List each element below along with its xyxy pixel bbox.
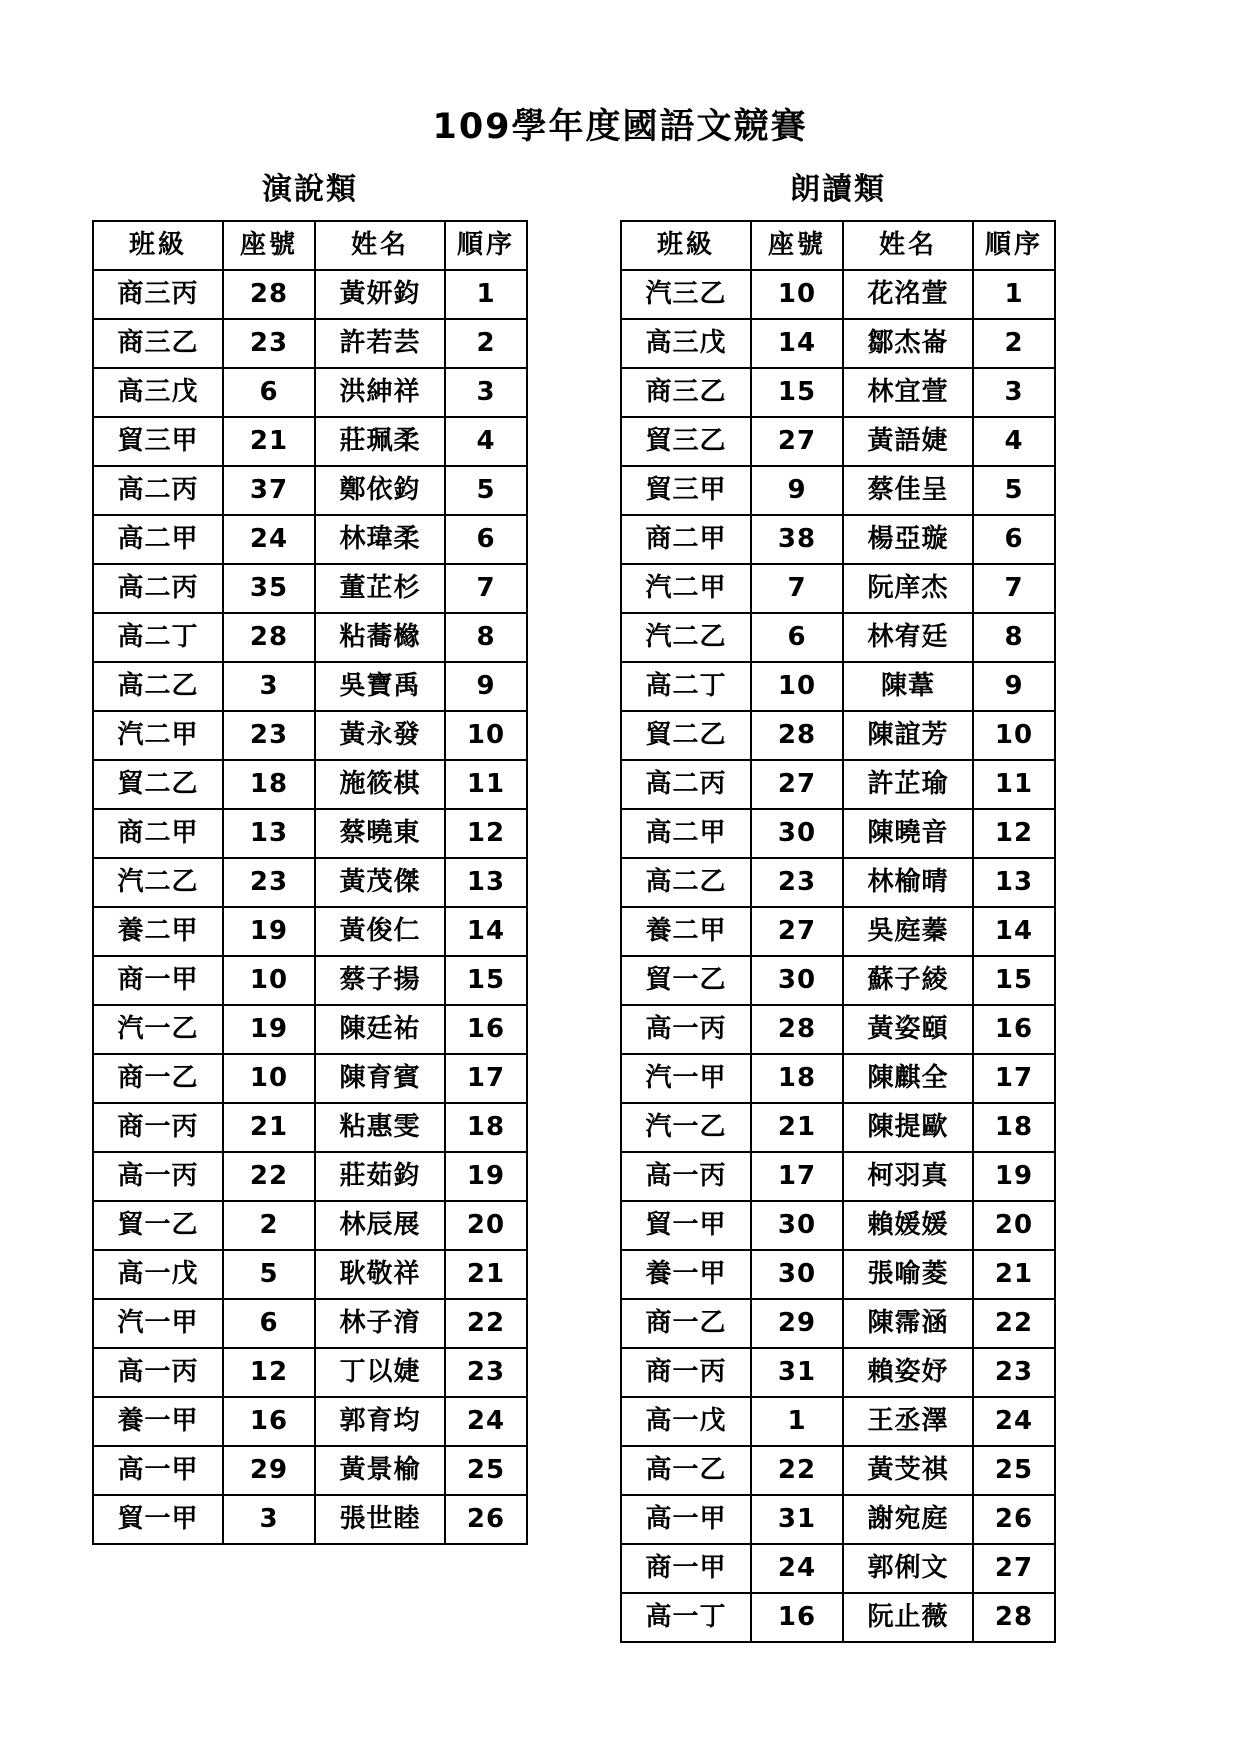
cell-name: 丁以婕	[315, 1348, 445, 1397]
cell-order: 20	[445, 1201, 527, 1250]
cell-name: 張喻菱	[843, 1250, 973, 1299]
cell-order: 17	[973, 1054, 1055, 1103]
cell-seat: 9	[751, 466, 843, 515]
table-row	[93, 1446, 527, 1495]
cell-name: 施筱棋	[315, 760, 445, 809]
cell-name: 柯羽真	[843, 1152, 973, 1201]
cell-class: 商二甲	[621, 515, 751, 564]
cell-order: 10	[445, 711, 527, 760]
cell-order: 15	[973, 956, 1055, 1005]
cell-name: 蔡子揚	[315, 956, 445, 1005]
table-row	[621, 1054, 1055, 1103]
cell-name: 洪紳祥	[315, 368, 445, 417]
table-row	[621, 466, 1055, 515]
cell-class: 高一丙	[621, 1005, 751, 1054]
table-row	[621, 858, 1055, 907]
cell-order: 12	[445, 809, 527, 858]
cell-seat: 28	[223, 613, 315, 662]
cell-seat: 22	[223, 1152, 315, 1201]
table-row	[93, 1152, 527, 1201]
table-row	[621, 1544, 1055, 1593]
table-row	[621, 368, 1055, 417]
cell-order: 6	[445, 515, 527, 564]
cell-seat: 31	[751, 1495, 843, 1544]
cell-seat: 30	[751, 1250, 843, 1299]
cell-name: 花洺萱	[843, 270, 973, 319]
cell-order: 5	[445, 466, 527, 515]
cell-order: 4	[445, 417, 527, 466]
cell-class: 高二丙	[93, 466, 223, 515]
cell-seat: 35	[223, 564, 315, 613]
cell-order: 21	[973, 1250, 1055, 1299]
cell-class: 養一甲	[93, 1397, 223, 1446]
table-row	[93, 907, 527, 956]
column-header-class: 班級	[93, 221, 223, 270]
cell-order: 13	[445, 858, 527, 907]
cell-name: 蔡佳呈	[843, 466, 973, 515]
cell-name: 陳誼芳	[843, 711, 973, 760]
cell-name: 林子淯	[315, 1299, 445, 1348]
table-row	[93, 1005, 527, 1054]
cell-order: 11	[973, 760, 1055, 809]
cell-name: 陳葦	[843, 662, 973, 711]
column-header-name: 姓名	[843, 221, 973, 270]
cell-name: 鄭依鈞	[315, 466, 445, 515]
cell-class: 高二乙	[93, 662, 223, 711]
cell-class: 商三乙	[621, 368, 751, 417]
cell-name: 吳庭蓁	[843, 907, 973, 956]
table-row	[621, 564, 1055, 613]
table-row	[621, 1593, 1055, 1642]
cell-name: 鄒杰崙	[843, 319, 973, 368]
cell-order: 9	[973, 662, 1055, 711]
cell-name: 許若芸	[315, 319, 445, 368]
cell-order: 14	[973, 907, 1055, 956]
table-row	[621, 613, 1055, 662]
cell-class: 貿二乙	[621, 711, 751, 760]
cell-class: 汽二甲	[93, 711, 223, 760]
speech-table-block	[92, 173, 528, 1545]
cell-order: 23	[973, 1348, 1055, 1397]
cell-order: 4	[973, 417, 1055, 466]
table-row	[621, 809, 1055, 858]
table-row	[93, 1495, 527, 1544]
cell-class: 商一乙	[621, 1299, 751, 1348]
table-row	[93, 662, 527, 711]
cell-name: 莊珮柔	[315, 417, 445, 466]
column-header-order: 順序	[973, 221, 1055, 270]
cell-name: 林榆晴	[843, 858, 973, 907]
cell-class: 養二甲	[621, 907, 751, 956]
table-row	[621, 515, 1055, 564]
cell-name: 楊亞璇	[843, 515, 973, 564]
cell-name: 陳曉音	[843, 809, 973, 858]
table-row	[93, 858, 527, 907]
table-row	[621, 270, 1055, 319]
cell-seat: 21	[751, 1103, 843, 1152]
cell-name: 莊茹鈞	[315, 1152, 445, 1201]
table-row	[621, 1348, 1055, 1397]
cell-seat: 10	[223, 956, 315, 1005]
cell-class: 商一甲	[93, 956, 223, 1005]
table-row	[621, 760, 1055, 809]
cell-name: 賴媛媛	[843, 1201, 973, 1250]
table-row	[621, 1446, 1055, 1495]
table-row	[621, 1152, 1055, 1201]
cell-seat: 29	[223, 1446, 315, 1495]
cell-seat: 23	[223, 858, 315, 907]
cell-seat: 7	[751, 564, 843, 613]
cell-class: 商三丙	[93, 270, 223, 319]
cell-order: 3	[445, 368, 527, 417]
cell-class: 高一戊	[93, 1250, 223, 1299]
cell-seat: 30	[751, 1201, 843, 1250]
cell-name: 黃芠祺	[843, 1446, 973, 1495]
cell-class: 汽二乙	[621, 613, 751, 662]
cell-class: 商一丙	[93, 1103, 223, 1152]
cell-class: 汽一乙	[93, 1005, 223, 1054]
table-row	[93, 270, 527, 319]
cell-order: 26	[973, 1495, 1055, 1544]
cell-class: 高三戊	[93, 368, 223, 417]
cell-class: 高三戊	[621, 319, 751, 368]
table-row	[621, 1250, 1055, 1299]
table-row	[621, 1495, 1055, 1544]
cell-order: 19	[973, 1152, 1055, 1201]
cell-class: 高二甲	[621, 809, 751, 858]
table-row	[93, 417, 527, 466]
cell-name: 陳霈涵	[843, 1299, 973, 1348]
cell-order: 24	[445, 1397, 527, 1446]
cell-order: 21	[445, 1250, 527, 1299]
cell-seat: 13	[223, 809, 315, 858]
cell-name: 吳寶禹	[315, 662, 445, 711]
cell-seat: 3	[223, 662, 315, 711]
cell-seat: 5	[223, 1250, 315, 1299]
cell-seat: 23	[223, 319, 315, 368]
column-header-seat: 座號	[751, 221, 843, 270]
cell-class: 高二丙	[621, 760, 751, 809]
cell-order: 8	[973, 613, 1055, 662]
cell-name: 蔡曉東	[315, 809, 445, 858]
table-row	[93, 368, 527, 417]
cell-class: 貿一甲	[93, 1495, 223, 1544]
cell-class: 汽一甲	[621, 1054, 751, 1103]
cell-seat: 6	[223, 1299, 315, 1348]
speech-roster-table	[92, 220, 528, 1545]
table-row	[93, 1397, 527, 1446]
cell-seat: 24	[751, 1544, 843, 1593]
cell-class: 養一甲	[621, 1250, 751, 1299]
cell-class: 商一乙	[93, 1054, 223, 1103]
cell-seat: 23	[751, 858, 843, 907]
cell-seat: 17	[751, 1152, 843, 1201]
cell-order: 11	[445, 760, 527, 809]
cell-name: 林辰展	[315, 1201, 445, 1250]
cell-order: 24	[973, 1397, 1055, 1446]
cell-name: 許芷瑜	[843, 760, 973, 809]
cell-name: 黃語婕	[843, 417, 973, 466]
cell-class: 高一甲	[621, 1495, 751, 1544]
cell-class: 高一戊	[621, 1397, 751, 1446]
cell-seat: 27	[751, 417, 843, 466]
cell-class: 高一甲	[93, 1446, 223, 1495]
cell-order: 5	[973, 466, 1055, 515]
cell-name: 黃永發	[315, 711, 445, 760]
cell-seat: 16	[223, 1397, 315, 1446]
cell-order: 8	[445, 613, 527, 662]
cell-class: 商一甲	[621, 1544, 751, 1593]
tables-container	[0, 173, 1240, 1643]
cell-class: 汽一甲	[93, 1299, 223, 1348]
cell-order: 13	[973, 858, 1055, 907]
cell-order: 2	[445, 319, 527, 368]
cell-name: 張世睦	[315, 1495, 445, 1544]
table-row	[93, 1054, 527, 1103]
cell-class: 貿三甲	[621, 466, 751, 515]
cell-seat: 3	[223, 1495, 315, 1544]
cell-seat: 30	[751, 956, 843, 1005]
section-title-speech: 演說類	[262, 171, 358, 207]
cell-name: 林瑋柔	[315, 515, 445, 564]
cell-class: 汽一乙	[621, 1103, 751, 1152]
table-row	[93, 1103, 527, 1152]
cell-name: 林宜萱	[843, 368, 973, 417]
cell-seat: 21	[223, 1103, 315, 1152]
cell-order: 25	[973, 1446, 1055, 1495]
cell-seat: 10	[751, 662, 843, 711]
cell-name: 粘惠雯	[315, 1103, 445, 1152]
cell-seat: 18	[751, 1054, 843, 1103]
cell-seat: 31	[751, 1348, 843, 1397]
table-row	[93, 515, 527, 564]
cell-name: 耿敬祥	[315, 1250, 445, 1299]
cell-order: 18	[445, 1103, 527, 1152]
column-header-seat: 座號	[223, 221, 315, 270]
table-row	[93, 711, 527, 760]
cell-class: 養二甲	[93, 907, 223, 956]
cell-name: 陳提歐	[843, 1103, 973, 1152]
cell-name: 謝宛庭	[843, 1495, 973, 1544]
cell-seat: 14	[751, 319, 843, 368]
cell-name: 陳麒全	[843, 1054, 973, 1103]
table-row	[621, 907, 1055, 956]
table-row	[93, 1299, 527, 1348]
cell-name: 董芷杉	[315, 564, 445, 613]
cell-name: 郭俐文	[843, 1544, 973, 1593]
cell-seat: 27	[751, 760, 843, 809]
cell-seat: 10	[751, 270, 843, 319]
cell-class: 商一丙	[621, 1348, 751, 1397]
cell-class: 高二乙	[621, 858, 751, 907]
cell-order: 27	[973, 1544, 1055, 1593]
cell-order: 16	[973, 1005, 1055, 1054]
cell-name: 林宥廷	[843, 613, 973, 662]
cell-order: 18	[973, 1103, 1055, 1152]
cell-seat: 19	[223, 1005, 315, 1054]
cell-seat: 23	[223, 711, 315, 760]
cell-class: 貿三乙	[621, 417, 751, 466]
cell-seat: 6	[223, 368, 315, 417]
column-header-name: 姓名	[315, 221, 445, 270]
cell-class: 高一丙	[621, 1152, 751, 1201]
cell-seat: 2	[223, 1201, 315, 1250]
cell-class: 貿一乙	[621, 956, 751, 1005]
cell-order: 1	[445, 270, 527, 319]
cell-seat: 12	[223, 1348, 315, 1397]
table-row	[93, 564, 527, 613]
cell-seat: 28	[751, 1005, 843, 1054]
cell-order: 20	[973, 1201, 1055, 1250]
table-row	[621, 1201, 1055, 1250]
cell-order: 22	[445, 1299, 527, 1348]
cell-order: 19	[445, 1152, 527, 1201]
cell-class: 高一丙	[93, 1348, 223, 1397]
table-row	[621, 1299, 1055, 1348]
cell-order: 3	[973, 368, 1055, 417]
cell-class: 高二甲	[93, 515, 223, 564]
cell-order: 16	[445, 1005, 527, 1054]
cell-seat: 15	[751, 368, 843, 417]
cell-order: 7	[445, 564, 527, 613]
table-row	[621, 662, 1055, 711]
cell-class: 汽三乙	[621, 270, 751, 319]
cell-class: 高二丁	[93, 613, 223, 662]
cell-seat: 16	[751, 1593, 843, 1642]
cell-order: 9	[445, 662, 527, 711]
table-row	[621, 1397, 1055, 1446]
cell-order: 15	[445, 956, 527, 1005]
reading-table-block	[620, 173, 1056, 1643]
table-header-row	[621, 221, 1055, 270]
cell-class: 貿一甲	[621, 1201, 751, 1250]
section-title-reading: 朗讀類	[790, 171, 886, 207]
page-title: 109學年度國語文競賽	[432, 107, 808, 147]
cell-seat: 37	[223, 466, 315, 515]
cell-name: 黃姿頤	[843, 1005, 973, 1054]
cell-order: 2	[973, 319, 1055, 368]
cell-seat: 30	[751, 809, 843, 858]
table-row	[621, 956, 1055, 1005]
table-header-row	[93, 221, 527, 270]
cell-order: 1	[973, 270, 1055, 319]
cell-class: 汽二甲	[621, 564, 751, 613]
table-row	[93, 1201, 527, 1250]
cell-seat: 24	[223, 515, 315, 564]
cell-seat: 21	[223, 417, 315, 466]
cell-name: 阮庠杰	[843, 564, 973, 613]
cell-seat: 6	[751, 613, 843, 662]
table-row	[93, 466, 527, 515]
cell-name: 郭育均	[315, 1397, 445, 1446]
table-row	[93, 760, 527, 809]
column-header-order: 順序	[445, 221, 527, 270]
cell-class: 高一丁	[621, 1593, 751, 1642]
cell-name: 陳育賓	[315, 1054, 445, 1103]
table-row	[621, 711, 1055, 760]
cell-order: 12	[973, 809, 1055, 858]
cell-order: 14	[445, 907, 527, 956]
cell-order: 23	[445, 1348, 527, 1397]
cell-name: 陳廷祐	[315, 1005, 445, 1054]
cell-name: 黃俊仁	[315, 907, 445, 956]
column-header-class: 班級	[621, 221, 751, 270]
cell-class: 高二丙	[93, 564, 223, 613]
cell-order: 10	[973, 711, 1055, 760]
cell-class: 貿一乙	[93, 1201, 223, 1250]
cell-order: 6	[973, 515, 1055, 564]
cell-seat: 28	[223, 270, 315, 319]
cell-seat: 10	[223, 1054, 315, 1103]
cell-seat: 18	[223, 760, 315, 809]
table-row	[93, 613, 527, 662]
cell-seat: 1	[751, 1397, 843, 1446]
cell-order: 7	[973, 564, 1055, 613]
cell-name: 王丞澤	[843, 1397, 973, 1446]
cell-class: 貿三甲	[93, 417, 223, 466]
cell-seat: 38	[751, 515, 843, 564]
cell-class: 高二丁	[621, 662, 751, 711]
cell-name: 賴姿妤	[843, 1348, 973, 1397]
cell-name: 粘蕎櫞	[315, 613, 445, 662]
cell-name: 黃茂傑	[315, 858, 445, 907]
cell-name: 蘇子綾	[843, 956, 973, 1005]
cell-order: 22	[973, 1299, 1055, 1348]
cell-name: 黃景榆	[315, 1446, 445, 1495]
table-row	[93, 1250, 527, 1299]
table-row	[93, 1348, 527, 1397]
table-row	[93, 809, 527, 858]
cell-name: 阮止薇	[843, 1593, 973, 1642]
table-row	[93, 319, 527, 368]
table-row	[621, 1005, 1055, 1054]
cell-class: 商二甲	[93, 809, 223, 858]
table-row	[93, 956, 527, 1005]
cell-seat: 19	[223, 907, 315, 956]
cell-seat: 28	[751, 711, 843, 760]
cell-name: 黃妍鈞	[315, 270, 445, 319]
cell-order: 25	[445, 1446, 527, 1495]
cell-class: 商三乙	[93, 319, 223, 368]
table-row	[621, 1103, 1055, 1152]
cell-class: 汽二乙	[93, 858, 223, 907]
table-row	[621, 417, 1055, 466]
cell-class: 高一乙	[621, 1446, 751, 1495]
cell-order: 26	[445, 1495, 527, 1544]
cell-seat: 27	[751, 907, 843, 956]
cell-class: 高一丙	[93, 1152, 223, 1201]
cell-seat: 22	[751, 1446, 843, 1495]
cell-seat: 29	[751, 1299, 843, 1348]
reading-roster-table	[620, 220, 1056, 1643]
cell-order: 28	[973, 1593, 1055, 1642]
cell-order: 17	[445, 1054, 527, 1103]
table-row	[621, 319, 1055, 368]
cell-class: 貿二乙	[93, 760, 223, 809]
